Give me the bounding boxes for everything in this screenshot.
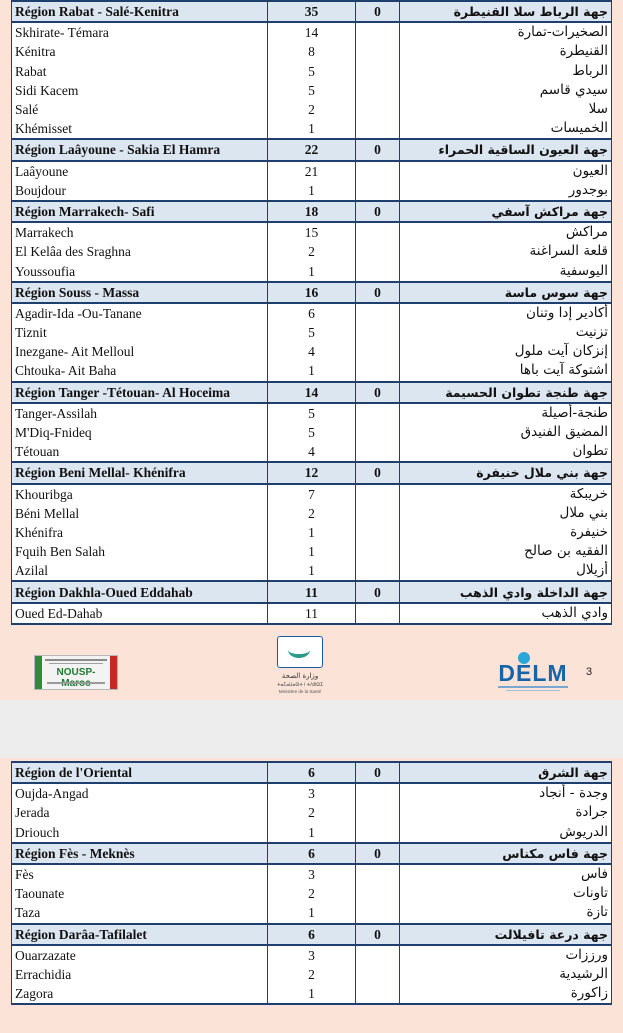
province-name-fr: Salé: [12, 100, 268, 119]
logo-green-stripe: [35, 656, 42, 689]
region-total-cases: 14: [268, 382, 356, 403]
province-name-fr: Tanger-Assilah: [12, 403, 268, 423]
province-deaths-empty: [356, 100, 400, 119]
province-deaths-empty: [356, 823, 400, 843]
province-name-fr: El Kelâa des Sraghna: [12, 242, 268, 261]
region-total-cases: 12: [268, 462, 356, 483]
region-header-row: [12, 581, 612, 602]
province-name-ar: إنزكان آيت ملول: [400, 342, 612, 361]
table-row: [12, 542, 612, 561]
province-deaths-empty: [356, 62, 400, 81]
province-name-ar: اشتوكة آيت باها: [400, 361, 612, 381]
province-cases: 3: [268, 783, 356, 803]
province-name-fr: Khémisset: [12, 119, 268, 139]
ministry-name-tifinagh: ⵜⴰⵎⴰⵡⴰⵙⵜ ⵏ ⵜⴷⵓⵙⵉ: [277, 682, 323, 687]
logo-fine-print-line: [45, 659, 107, 661]
table-row: [12, 984, 612, 1004]
province-name-fr: Azilal: [12, 561, 268, 581]
region-name-fr: Région Marrakech- Safi: [12, 201, 268, 222]
province-deaths-empty: [356, 542, 400, 561]
province-cases: 1: [268, 119, 356, 139]
table-row: [12, 81, 612, 100]
region-total-cases: 6: [268, 762, 356, 783]
province-name-fr: Oued Ed-Dahab: [12, 603, 268, 624]
region-deaths: 0: [356, 843, 400, 864]
table-row: [12, 42, 612, 61]
province-cases: 5: [268, 423, 356, 442]
province-name-ar: تطوان: [400, 442, 612, 462]
province-name-fr: Driouch: [12, 823, 268, 843]
province-deaths-empty: [356, 965, 400, 984]
region-name-ar: جهة الشرق: [400, 762, 612, 783]
province-deaths-empty: [356, 181, 400, 201]
crescent-icon: [288, 642, 310, 658]
province-deaths-empty: [356, 42, 400, 61]
province-deaths-empty: [356, 119, 400, 139]
table-row: [12, 62, 612, 81]
province-name-fr: Fquih Ben Salah: [12, 542, 268, 561]
province-name-ar: الرباط: [400, 62, 612, 81]
region-name-ar: جهة مراكش آسفي: [400, 201, 612, 222]
province-deaths-empty: [356, 342, 400, 361]
region-name-ar: جهة سوس ماسة: [400, 282, 612, 303]
region-total-cases: 11: [268, 581, 356, 602]
province-name-ar: تازة: [400, 903, 612, 923]
province-cases: 1: [268, 523, 356, 542]
table-row: [12, 119, 612, 139]
province-cases: 15: [268, 222, 356, 242]
province-cases: 14: [268, 22, 356, 42]
table-row: [12, 423, 612, 442]
province-cases: 2: [268, 242, 356, 261]
province-name-ar: اليوسفية: [400, 261, 612, 281]
province-cases: 1: [268, 361, 356, 381]
province-cases: 6: [268, 303, 356, 323]
province-name-ar: بني ملال: [400, 504, 612, 523]
province-cases: 2: [268, 965, 356, 984]
province-name-fr: Oujda-Angad: [12, 783, 268, 803]
region-name-ar: جهة بني ملال خنيفرة: [400, 462, 612, 483]
region-deaths: 0: [356, 1, 400, 22]
region-header-row: [12, 462, 612, 483]
logo-fine-print-line: [506, 690, 560, 691]
table-row: [12, 484, 612, 504]
province-cases: 2: [268, 884, 356, 903]
region-header-row: [12, 1, 612, 22]
table-row: [12, 403, 612, 423]
province-name-fr: Taounate: [12, 884, 268, 903]
table-row: [12, 965, 612, 984]
province-deaths-empty: [356, 261, 400, 281]
table-row: [12, 22, 612, 42]
table-row: [12, 783, 612, 803]
province-name-fr: Taza: [12, 903, 268, 923]
table-row: [12, 603, 612, 624]
table-row: [12, 823, 612, 843]
province-name-ar: بوجدور: [400, 181, 612, 201]
region-name-fr: Région de l'Oriental: [12, 762, 268, 783]
region-name-fr: Région Beni Mellal- Khénifra: [12, 462, 268, 483]
ministry-of-health-logo: [262, 636, 338, 696]
table-row: [12, 864, 612, 884]
region-total-cases: 16: [268, 282, 356, 303]
table-row: [12, 442, 612, 462]
logo-fine-print-line: [47, 682, 105, 684]
province-cases: 3: [268, 945, 356, 965]
ministry-name-fr: Ministère de la Santé: [278, 689, 322, 694]
province-cases: 1: [268, 261, 356, 281]
region-header-row: [12, 139, 612, 160]
province-name-fr: Tiznit: [12, 323, 268, 342]
region-total-cases: 35: [268, 1, 356, 22]
province-name-ar: أزيلال: [400, 561, 612, 581]
province-name-fr: M'Diq-Fnideq: [12, 423, 268, 442]
province-deaths-empty: [356, 22, 400, 42]
province-cases: 7: [268, 484, 356, 504]
province-deaths-empty: [356, 984, 400, 1004]
region-name-fr: Région Tanger -Tétouan- Al Hoceima: [12, 382, 268, 403]
province-cases: 1: [268, 561, 356, 581]
table-row: [12, 161, 612, 181]
province-name-ar: الفقيه بن صالح: [400, 542, 612, 561]
table-row: [12, 303, 612, 323]
region-name-ar: جهة الرباط سلا القنيطرة: [400, 1, 612, 22]
table-row: [12, 342, 612, 361]
province-name-fr: Chtouka- Ait Baha: [12, 361, 268, 381]
region-total-cases: 6: [268, 843, 356, 864]
table-row: [12, 100, 612, 119]
province-deaths-empty: [356, 303, 400, 323]
province-deaths-empty: [356, 945, 400, 965]
province-name-ar: الدريوش: [400, 823, 612, 843]
province-name-ar: القنيطرة: [400, 42, 612, 61]
table-row: [12, 181, 612, 201]
table-row: [12, 222, 612, 242]
province-cases: 5: [268, 403, 356, 423]
province-name-fr: Khouribga: [12, 484, 268, 504]
province-cases: 5: [268, 323, 356, 342]
province-name-ar: الرشيدية: [400, 965, 612, 984]
province-cases: 5: [268, 81, 356, 100]
region-name-fr: Région Fès - Meknès: [12, 843, 268, 864]
region-header-row: [12, 201, 612, 222]
province-name-fr: Marrakech: [12, 222, 268, 242]
province-deaths-empty: [356, 523, 400, 542]
province-cases: 8: [268, 42, 356, 61]
province-deaths-empty: [356, 603, 400, 624]
province-name-ar: تزنيت: [400, 323, 612, 342]
province-deaths-empty: [356, 504, 400, 523]
region-name-fr: Région Darâa-Tafilalet: [12, 924, 268, 945]
province-deaths-empty: [356, 903, 400, 923]
province-cases: 4: [268, 342, 356, 361]
province-name-ar: قلعة السراغنة: [400, 242, 612, 261]
region-header-row: [12, 382, 612, 403]
province-deaths-empty: [356, 222, 400, 242]
table-row: [12, 803, 612, 822]
region-name-ar: جهة درعة تافيلالت: [400, 924, 612, 945]
region-cases-table-top: [11, 0, 612, 625]
region-deaths: 0: [356, 581, 400, 602]
province-deaths-empty: [356, 484, 400, 504]
province-name-fr: Khénifra: [12, 523, 268, 542]
province-cases: 11: [268, 603, 356, 624]
region-name-fr: Région Souss - Massa: [12, 282, 268, 303]
province-cases: 5: [268, 62, 356, 81]
page-number: 3: [586, 666, 593, 678]
region-name-fr: Région Laâyoune - Sakia El Hamra: [12, 139, 268, 160]
region-header-row: [12, 282, 612, 303]
province-name-fr: Zagora: [12, 984, 268, 1004]
logo-fine-print-line: [49, 663, 103, 664]
delm-logo: [498, 652, 568, 692]
region-deaths: 0: [356, 762, 400, 783]
table-row: [12, 242, 612, 261]
province-cases: 1: [268, 984, 356, 1004]
province-name-fr: Rabat: [12, 62, 268, 81]
region-name-ar: جهة العيون الساقية الحمراء: [400, 139, 612, 160]
table-row: [12, 945, 612, 965]
province-name-ar: جرادة: [400, 803, 612, 822]
table-row: [12, 504, 612, 523]
province-deaths-empty: [356, 403, 400, 423]
province-cases: 3: [268, 864, 356, 884]
province-name-ar: خنيفرة: [400, 523, 612, 542]
region-name-fr: Région Rabat - Salé-Kenitra: [12, 1, 268, 22]
province-name-fr: Sidi Kacem: [12, 81, 268, 100]
province-cases: 2: [268, 100, 356, 119]
table-row: [12, 261, 612, 281]
region-deaths: 0: [356, 282, 400, 303]
province-deaths-empty: [356, 803, 400, 822]
province-cases: 1: [268, 542, 356, 561]
table-row: [12, 903, 612, 923]
province-name-ar: أكادير إدا وتنان: [400, 303, 612, 323]
province-name-fr: Youssoufia: [12, 261, 268, 281]
logo-red-stripe: [110, 656, 117, 689]
province-deaths-empty: [356, 442, 400, 462]
province-cases: 1: [268, 181, 356, 201]
region-total-cases: 22: [268, 139, 356, 160]
province-deaths-empty: [356, 561, 400, 581]
province-deaths-empty: [356, 361, 400, 381]
province-cases: 4: [268, 442, 356, 462]
table-row: [12, 561, 612, 581]
province-deaths-empty: [356, 864, 400, 884]
province-name-ar: وجدة - أنجاد: [400, 783, 612, 803]
province-name-ar: ورززات: [400, 945, 612, 965]
province-name-ar: تاونات: [400, 884, 612, 903]
table-row: [12, 884, 612, 903]
logo-fine-print-line: [498, 686, 568, 688]
province-name-fr: Laâyoune: [12, 161, 268, 181]
region-cases-table-bottom: [11, 761, 612, 1005]
region-header-row: [12, 924, 612, 945]
table-row: [12, 323, 612, 342]
page-separator: [0, 700, 623, 758]
region-header-row: [12, 843, 612, 864]
province-name-ar: خريبكة: [400, 484, 612, 504]
province-name-ar: زاكورة: [400, 984, 612, 1004]
region-deaths: 0: [356, 924, 400, 945]
ministry-emblem-icon: [277, 636, 323, 668]
region-deaths: 0: [356, 462, 400, 483]
region-name-ar: جهة الداخلة وادي الذهب: [400, 581, 612, 602]
province-name-ar: العيون: [400, 161, 612, 181]
province-name-ar: وادي الذهب: [400, 603, 612, 624]
province-name-fr: Tétouan: [12, 442, 268, 462]
region-total-cases: 18: [268, 201, 356, 222]
region-name-fr: Région Dakhla-Oued Eddahab: [12, 581, 268, 602]
province-cases: 1: [268, 823, 356, 843]
province-name-ar: طنجة-أصيلة: [400, 403, 612, 423]
province-cases: 21: [268, 161, 356, 181]
region-deaths: 0: [356, 201, 400, 222]
province-deaths-empty: [356, 161, 400, 181]
region-deaths: 0: [356, 382, 400, 403]
province-name-fr: Inezgane- Ait Melloul: [12, 342, 268, 361]
province-name-fr: Errachidia: [12, 965, 268, 984]
province-cases: 1: [268, 903, 356, 923]
province-name-fr: Boujdour: [12, 181, 268, 201]
province-name-fr: Agadir-Ida -Ou-Tanane: [12, 303, 268, 323]
province-name-fr: Fès: [12, 864, 268, 884]
province-name-ar: سيدي قاسم: [400, 81, 612, 100]
province-cases: 2: [268, 803, 356, 822]
table-row: [12, 523, 612, 542]
region-name-ar: جهة فاس مكناس: [400, 843, 612, 864]
province-deaths-empty: [356, 884, 400, 903]
region-deaths: 0: [356, 139, 400, 160]
province-name-ar: الخميسات: [400, 119, 612, 139]
nousp-logo-text: NOUSP-: [56, 667, 96, 678]
province-name-fr: Jerada: [12, 803, 268, 822]
table-row: [12, 361, 612, 381]
nousp-maroc-logo: [34, 655, 118, 690]
province-name-fr: Kénitra: [12, 42, 268, 61]
region-total-cases: 6: [268, 924, 356, 945]
province-name-fr: Skhirate- Témara: [12, 22, 268, 42]
province-name-ar: المضيق الفنيدق: [400, 423, 612, 442]
province-name-fr: Béni Mellal: [12, 504, 268, 523]
province-deaths-empty: [356, 423, 400, 442]
delm-logo-text: DELM: [498, 660, 568, 686]
ministry-name-ar: وزارة الصحة: [281, 672, 319, 680]
province-deaths-empty: [356, 323, 400, 342]
province-name-ar: سلا: [400, 100, 612, 119]
province-name-fr: Ouarzazate: [12, 945, 268, 965]
province-cases: 2: [268, 504, 356, 523]
province-name-ar: فاس: [400, 864, 612, 884]
province-deaths-empty: [356, 242, 400, 261]
province-name-ar: مراكش: [400, 222, 612, 242]
province-deaths-empty: [356, 783, 400, 803]
region-name-ar: جهة طنجة تطوان الحسيمة: [400, 382, 612, 403]
province-name-ar: الصخيرات-تمارة: [400, 22, 612, 42]
region-header-row: [12, 762, 612, 783]
province-deaths-empty: [356, 81, 400, 100]
